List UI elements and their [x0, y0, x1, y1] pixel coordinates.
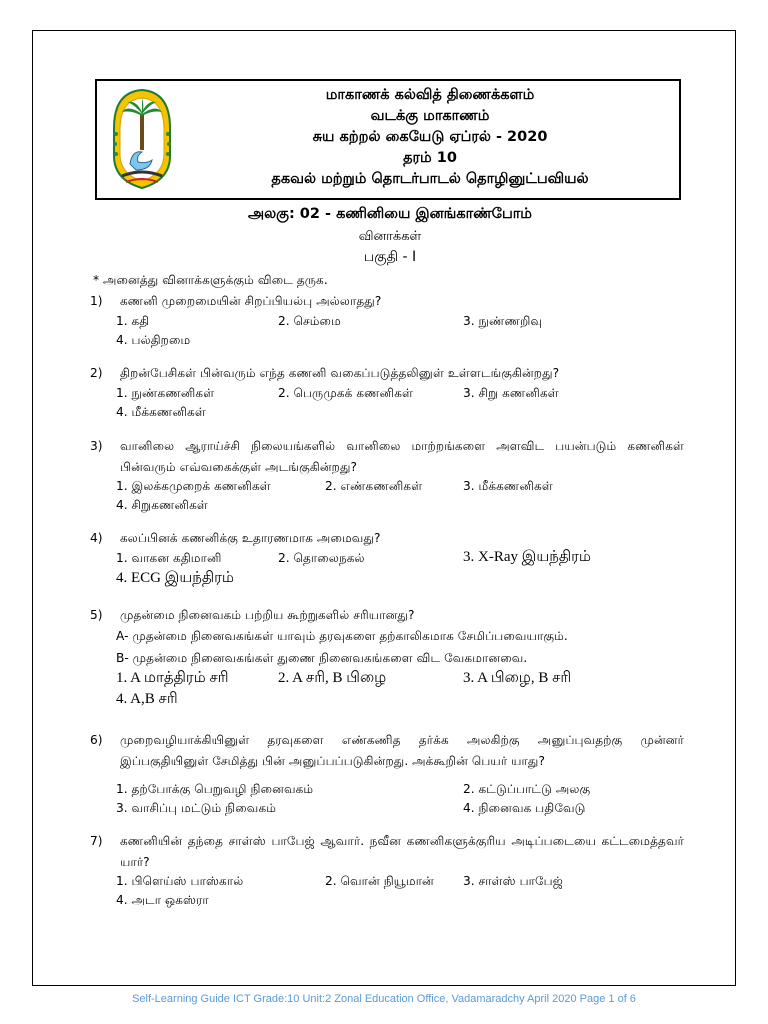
question-number: 2)	[90, 366, 103, 380]
header-grade: தரம் 10	[403, 150, 457, 166]
statement-a: A- முதன்மை நினைவகங்கள் யாவும் தரவுகளை தற்காலிகமாக சேமிப்பவையாகும்.	[116, 629, 568, 643]
question-text: திறன்பேசிகள் பின்வரும் எந்த கணனி வகைப்படுத்தலினுள் உள்ளடங்குகின்றது?	[120, 366, 560, 380]
header-guide-title: சுய கற்றல் கையேடு ஏப்ரல் - 2020	[312, 129, 548, 145]
option: 3. சாள்ஸ் பாபேஜ்	[463, 874, 563, 888]
question-text: கணனியின் தந்தை சாள்ஸ் பாபேஜ் ஆவார். நவீன கணனிகளுக்குரிய அடிப்படையை கட்டமைத்தவர் யார்?	[120, 834, 684, 869]
option: 2. எண்கணனிகள்	[325, 479, 423, 493]
option: 3. X-Ray இயந்திரம்	[463, 549, 591, 565]
option: 1. வாகன கதிமானி	[116, 551, 222, 565]
header-department: மாகாணக் கல்வித் திணைக்களம்	[325, 87, 535, 103]
questions-heading: வினாக்கள்	[358, 229, 422, 244]
option: 2. A சரி, B பிழை	[278, 670, 387, 686]
question-number: 7)	[90, 834, 103, 848]
option: 1. இலக்கமுறைக் கணனிகள்	[116, 479, 271, 493]
part-heading: பகுதி - I	[363, 249, 417, 265]
provincial-emblem-logo	[106, 84, 178, 196]
option: 1. பிளெய்ஸ் பாஸ்கால்	[116, 874, 244, 888]
question-number: 5)	[90, 608, 103, 622]
option: 4. நினைவக பதிவேடு	[463, 801, 586, 815]
header-subject: தகவல் மற்றும் தொடர்பாடல் தொழினுட்பவியல்	[271, 171, 589, 187]
option: 2. பெருமுகக் கணனிகள்	[278, 386, 414, 400]
option: 1. A மாத்திரம் சரி	[116, 670, 229, 686]
option: 4. அடா ஒகஸ்ரா	[116, 893, 209, 907]
option: 3. A பிழை, B சரி	[463, 670, 572, 686]
statement-b: B- முதன்மை நினைவகங்கள் துணை நினைவகங்களை விட வேகமானவை.	[116, 651, 528, 665]
option: 4. ECG இயந்திரம்	[116, 570, 234, 586]
option: 2. கட்டுப்பாட்டு அலகு	[463, 782, 591, 796]
question-number: 6)	[90, 733, 103, 747]
question-number: 1)	[90, 294, 103, 308]
option: 3. வாசிப்பு மட்டும் நிவைகம்	[116, 801, 277, 815]
question-text: கலப்பினக் கணனிக்கு உதாரணமாக அமைவது?	[120, 531, 381, 545]
option: 2. வொன் நியூமான்	[325, 874, 434, 888]
option: 4. மீக்கணனிகள்	[116, 405, 206, 419]
question-text: கணனி முறைமையின் சிறப்பியல்பு அல்லாதது?	[120, 294, 382, 308]
option: 2. செம்மை	[278, 314, 341, 328]
option: 1. தற்போக்கு பெறுவழி நினைவகம்	[116, 782, 314, 796]
option: 3. நுண்ணறிவு	[463, 314, 543, 328]
question-number: 3)	[90, 439, 103, 453]
option: 3. சிறு கணனிகள்	[463, 386, 559, 400]
unit-title: அலகு: 02 - கணினியை இனங்காண்போம்	[248, 206, 532, 222]
option: 4. சிறுகணனிகள்	[116, 498, 208, 512]
question-text: முறைவழியாக்கியினுள் தரவுகளை எண்கணித தர்க்க அலகிற்கு அனுப்புவதற்கு முன்னர் இப்பகுதியினுள் சேமித்து பின் அனுப்பப்படுகின்றது. அக்கூறின் பெயர் யாது?	[120, 733, 684, 768]
instruction-text: * அனைத்து வினாக்களுக்கும் விடை தருக.	[93, 273, 328, 287]
option: 3. மீக்கணனிகள்	[463, 479, 553, 493]
question-text: வானிலை ஆராய்ச்சி நிலையங்களில் வானிலை மாற்றங்களை அளவிட பயன்படும் கணனிகள் பின்வரும் எவ்வகைக்குள் அடங்குகின்றது?	[120, 439, 684, 474]
option: 2. தொலைநகல்	[278, 551, 365, 565]
option: 1. நுண்கணனிகள்	[116, 386, 215, 400]
question-text: முதன்மை நினைவகம் பற்றிய கூற்றுகளில் சரியானது?	[120, 608, 415, 622]
question-number: 4)	[90, 531, 103, 545]
option: 4. A,B சரி	[116, 691, 178, 707]
option: 4. பல்திறமை	[116, 333, 191, 347]
page-footer: Self-Learning Guide ICT Grade:10 Unit:2 Zonal Education Office, Vadamaradchy April 2020 Page 1 of 6	[132, 993, 636, 1005]
option: 1. கதி	[116, 314, 150, 328]
header-province: வடக்கு மாகாணம்	[370, 108, 490, 124]
